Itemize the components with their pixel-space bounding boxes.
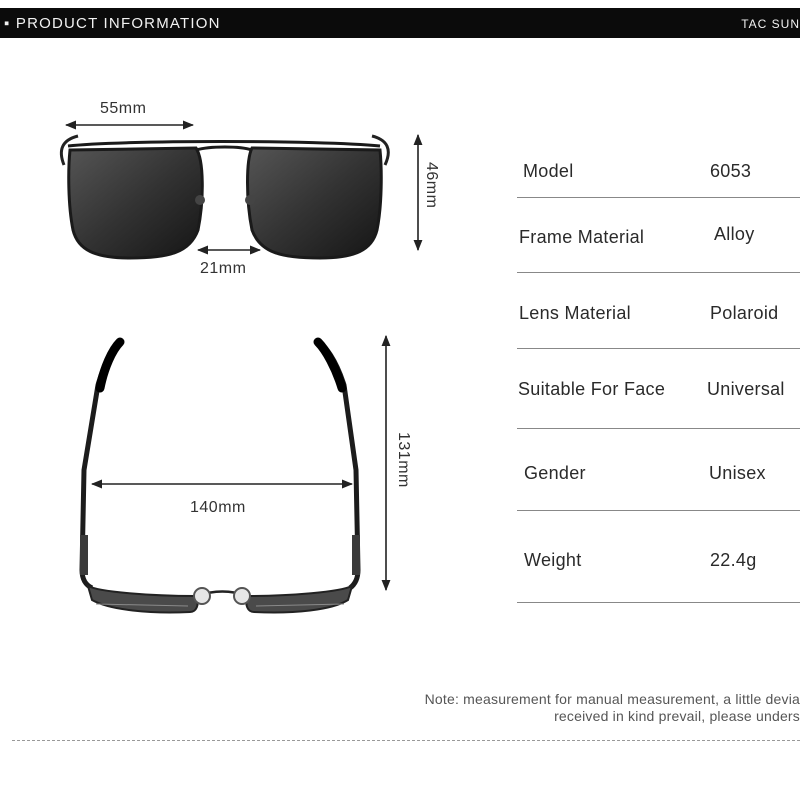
spec-value-suitable-for-face: Universal xyxy=(707,379,785,399)
front-nose-pad-left xyxy=(195,195,205,205)
spec-divider xyxy=(517,602,800,603)
front-lens-left xyxy=(69,148,203,258)
header-brand: TAC SUN xyxy=(741,17,800,31)
top-nose-pad-right xyxy=(234,588,250,604)
top-nose-pad-left xyxy=(194,588,210,604)
header-title: ▪ PRODUCT INFORMATION xyxy=(4,15,221,32)
frame-width-label: 140mm xyxy=(190,499,246,516)
front-nose-pad-right xyxy=(245,195,255,205)
dashed-divider xyxy=(12,740,800,741)
spec-key-gender: Gender xyxy=(524,463,586,483)
spec-key-weight: Weight xyxy=(524,550,582,570)
lens-width-label: 55mm xyxy=(100,100,147,117)
measurement-note-line1: Note: measurement for manual measurement, a little devia xyxy=(424,691,800,707)
spec-value-lens-material: Polaroid xyxy=(710,303,779,323)
spec-value-weight: 22.4g xyxy=(710,550,757,570)
spec-divider xyxy=(517,197,800,198)
spec-divider xyxy=(517,510,800,511)
spec-key-model: Model xyxy=(523,161,574,181)
front-lens-right xyxy=(248,148,382,258)
measurement-note-line2: received in kind prevail, please unders xyxy=(554,708,800,724)
temple-length-label: 131mm xyxy=(395,432,412,488)
spec-key-lens-material: Lens Material xyxy=(519,303,631,323)
spec-divider xyxy=(517,348,800,349)
spec-key-frame-material: Frame Material xyxy=(519,227,645,247)
spec-value-frame-material: Alloy xyxy=(714,224,755,244)
top-frame-right xyxy=(246,586,352,613)
spec-value-model: 6053 xyxy=(710,161,752,181)
spec-key-suitable-for-face: Suitable For Face xyxy=(518,379,666,399)
lens-height-label: 46mm xyxy=(423,162,440,209)
spec-value-gender: Unisex xyxy=(709,463,766,483)
front-brow-bar xyxy=(68,142,380,147)
spec-divider xyxy=(517,428,800,429)
front-double-bridge xyxy=(196,147,252,150)
bridge-label: 21mm xyxy=(200,260,247,277)
top-frame-left xyxy=(88,586,198,613)
spec-divider xyxy=(517,272,800,273)
header-title-text: PRODUCT INFORMATION xyxy=(15,15,221,32)
